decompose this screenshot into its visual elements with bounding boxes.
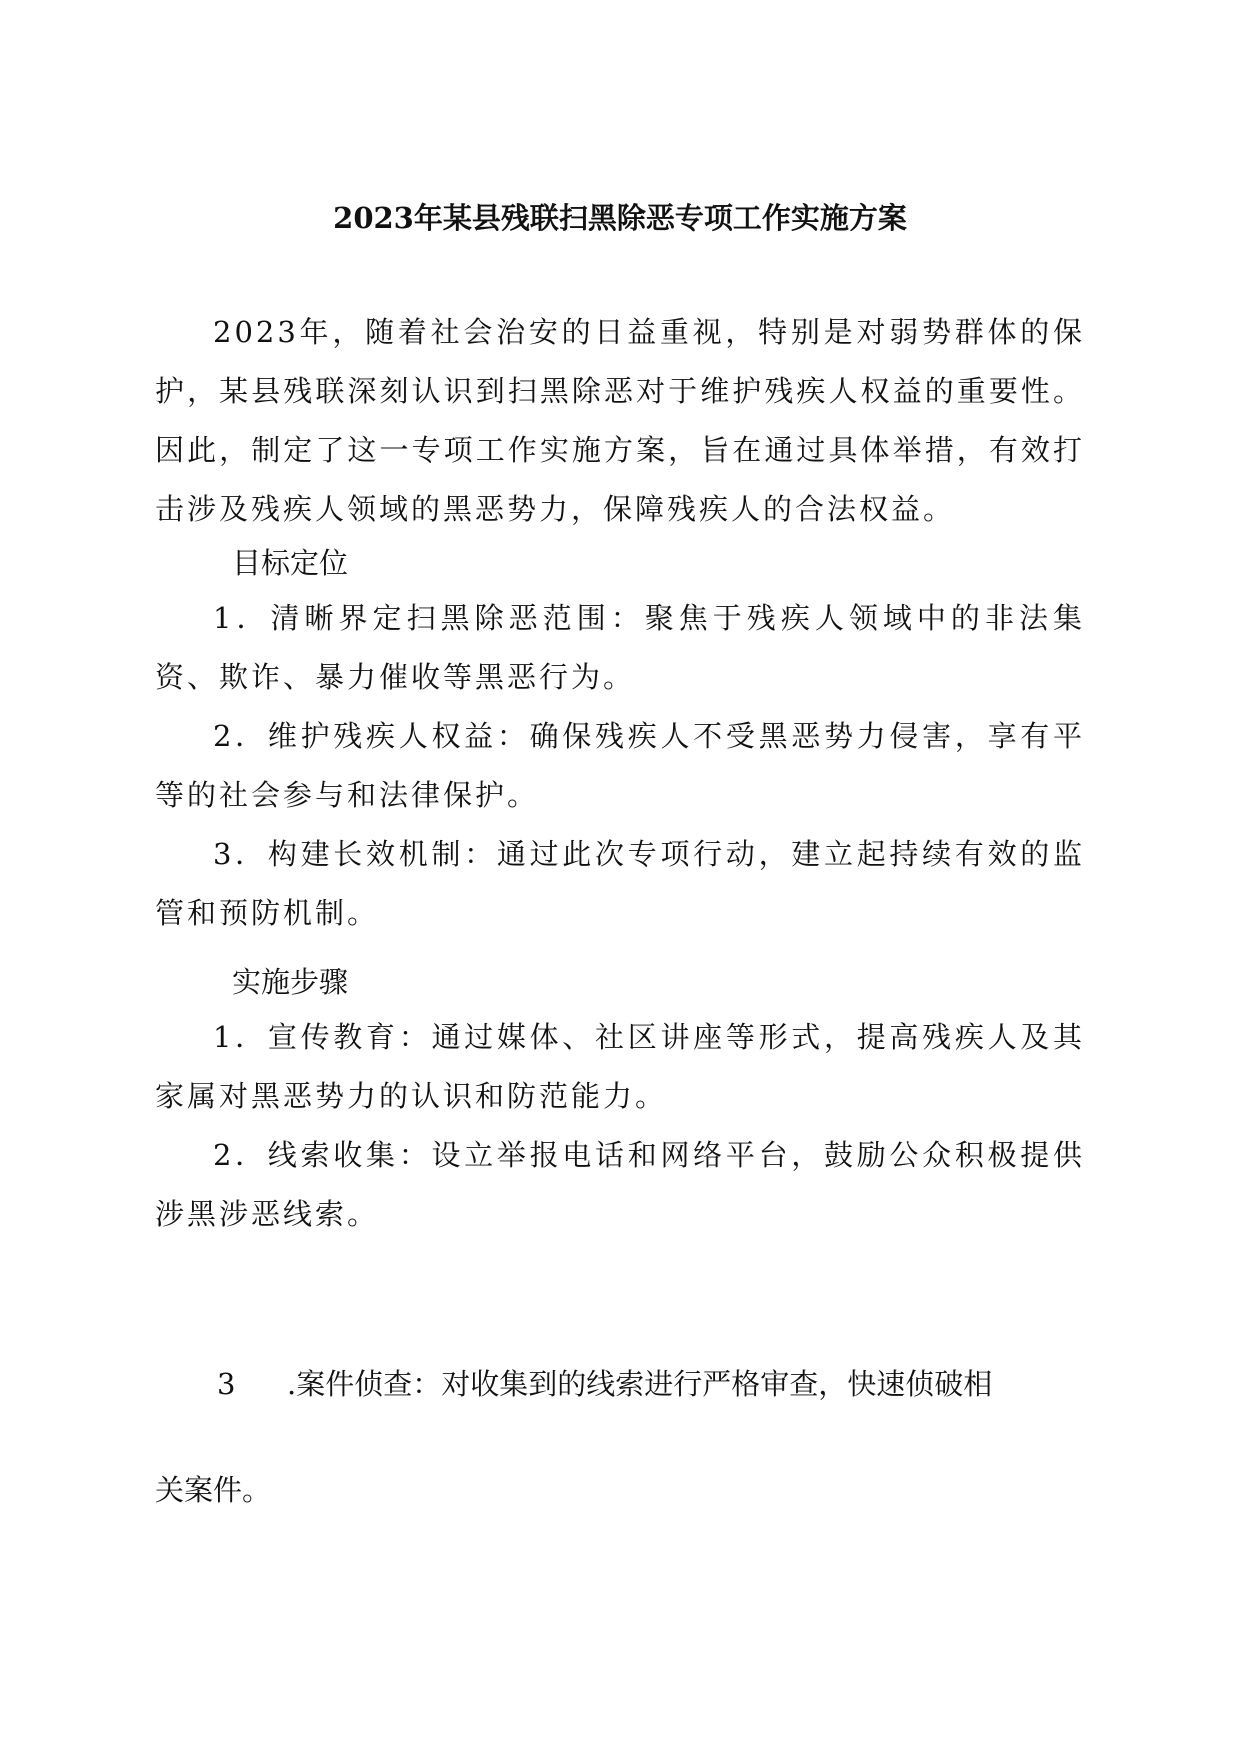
intro-paragraph: 2023年，随着社会治安的日益重视，特别是对弱势群体的保护，某县残联深刻认识到扫黑除恶对于维护残疾人权益的重要性。因此，制定了这一专项工作实施方案，旨在通过具体举措，有效打击涉及残疾人领域的黑恶势力，保障残疾人的合法权益。: [155, 315, 1085, 526]
list-item: 1．宣传教育：通过媒体、社区讲座等形式，提高残疾人及其家属对黑恶势力的认识和防范能力。: [155, 1020, 1085, 1113]
list-item: 1．清晰界定扫黑除恶范围：聚焦于残疾人领域中的非法集资、欺诈、暴力催收等黑恶行为。: [155, 601, 1085, 694]
list-item-text: .案件侦查：对收集到的线索进行严格审查，快速侦破相: [287, 1367, 993, 1401]
section-heading-steps: 实施步骤: [232, 965, 349, 999]
list-item: 2．维护残疾人权益：确保残疾人不受黑恶势力侵害，享有平等的社会参与和法律保护。: [155, 719, 1085, 812]
list-item-last: [217, 1364, 992, 1404]
list-item-continuation: 关案件。: [155, 1473, 272, 1507]
document-title: 2023年某县残联扫黑除恶专项工作实施方案: [333, 201, 907, 235]
list-item: 3．构建长效机制：通过此次专项行动，建立起持续有效的监管和预防机制。: [155, 837, 1085, 930]
list-item-number: 3: [217, 1367, 236, 1401]
list-item: 2．线索收集：设立举报电话和网络平台，鼓励公众积极提供涉黑涉恶线索。: [155, 1138, 1085, 1231]
section-heading-goals: 目标定位: [232, 546, 349, 580]
